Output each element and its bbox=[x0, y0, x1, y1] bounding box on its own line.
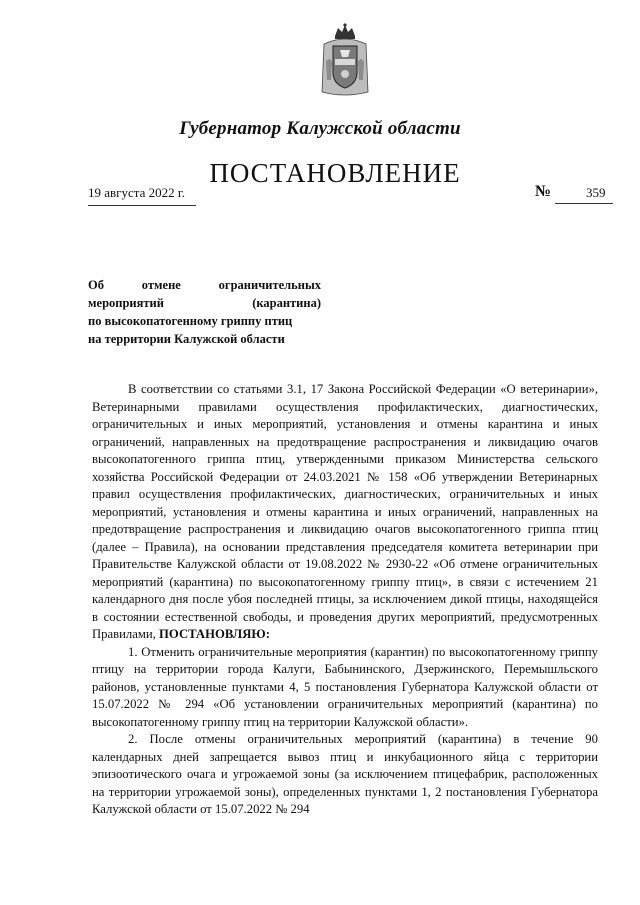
preamble-paragraph bbox=[92, 381, 598, 644]
subject-line: по высокопатогенному гриппу птиц bbox=[88, 314, 293, 328]
issuer-title: Губернатор Калужской области bbox=[179, 118, 461, 139]
item-2-paragraph: 2. После отмены ограничительных мероприятий (карантина) в течение 90 календарных дней запрещается вывоз птиц и инкубационного яйца с территории эпизоотического очага и угрожаемой зоны (за исключением птицефабрик, расположенных на территории угрожаемой зоны), определенных пунктами 1, 2 постановления Губернатора Калужской области от 15.07.2022 № 294 bbox=[92, 732, 598, 816]
number-underline bbox=[555, 203, 613, 204]
item-1-paragraph: 1. Отменить ограничительные мероприятия (карантин) по высокопатогенному гриппу птицу на территории города Калуги, Бабынинского, Дзержинского, Перемышльского районов, установленные пунктами 4, 5 постановления Губернатора Калужской области от 15.07.2022 № 294 «Об установлении ограничительных мероприятий (карантина) по высокопатогенному гриппу птиц на территории Калужской области». bbox=[92, 644, 598, 729]
number-label: № bbox=[535, 183, 552, 200]
document-number: 359 bbox=[586, 185, 606, 200]
subject-line: на территории Калужской области bbox=[88, 332, 285, 346]
resolve-keyword: ПОСТАНОВЛЯЮ: bbox=[159, 627, 270, 641]
preamble-text: В соответствии со статьями 3.1, 17 Закона Российской Федерации «О ветеринарии», Ветеринарными правилами осуществления профилактических, диагностических, ограничительных и иных мероприятий, установления и отмены карантина и иных ограничений, направленных на предотвращение распространения и ликвидацию очагов высокопатогенного гриппа птиц, утвержденными приказом Министерства сельского хозяйства Российской Федерации от 24.03.2021 № 158 «Об утверждении Ветеринарных правил осуществления профилактических, диагностических, ограничительных и иных мероприятий, установления и отмены карантина и иных ограничений, направленных на предотвращение распространения и ликвидацию очагов высокопатогенного гриппа птиц (далее – Правила), на основании представления председателя комитета ветеринарии при Правительстве Калужской области от 19.08.2022 № 2930-22 «Об отмене ограничительных мероприятий (карантина) по высокопатогенному гриппу птиц», в связи с истечением 21 календарного дня после убоя последней птицы, за исключением дикой птицы, находящейся в состоянии естественной свободы, и проведения других мероприятий, предусмотренных Правилами, bbox=[92, 382, 598, 641]
document-body bbox=[92, 381, 598, 819]
date-underline bbox=[88, 205, 196, 206]
subject-line: Об отмене ограничительных bbox=[88, 278, 321, 292]
document-date: 19 августа 2022 г. bbox=[88, 185, 185, 200]
coat-of-arms-emblem bbox=[318, 22, 372, 100]
document-subject bbox=[88, 276, 321, 348]
subject-line: мероприятий (карантина) bbox=[88, 296, 321, 310]
document-type-heading: ПОСТАНОВЛЕНИЕ bbox=[209, 158, 461, 188]
